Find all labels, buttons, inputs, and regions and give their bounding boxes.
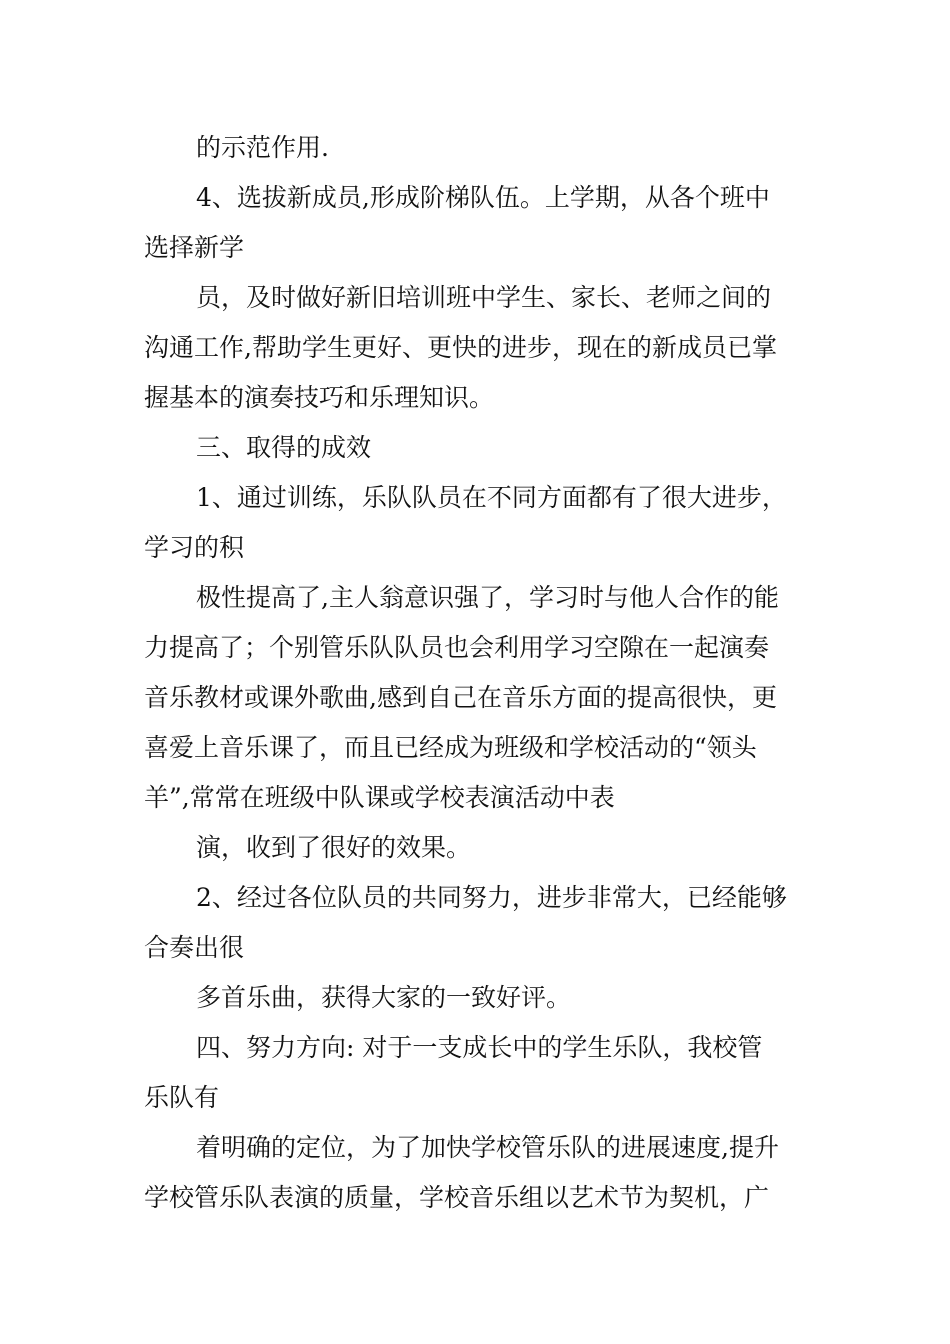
text-line: 演，收到了很好的效果。 (196, 833, 472, 862)
text-line: 员，及时做好新旧培训班中学生、家长、老师之间的 (196, 283, 772, 312)
text-line: 4、选拔新成员,形成阶梯队伍。上学期，从各个班中 (196, 183, 770, 212)
text-line: 握基本的演奏技巧和乐理知识。 (144, 383, 495, 412)
text-line: 着明确的定位，为了加快学校管乐队的进展速度,提升 (196, 1133, 779, 1162)
text-line: 学习的积 (144, 533, 245, 562)
text-line: 喜爱上音乐课了，而且已经成为班级和学校活动的“领头 (144, 733, 757, 762)
text-line: 多首乐曲，获得大家的一致好评。 (196, 983, 572, 1012)
text-line: 2、经过各位队员的共同努力，进步非常大，已经能够 (196, 883, 787, 912)
section-heading: 四、努力方向: 对于一支成长中的学生乐队，我校管 (196, 1033, 763, 1062)
text-line: 力提高了；个别管乐队队员也会利用学习空隙在一起演奏 (144, 633, 770, 662)
text-line: 乐队有 (144, 1083, 220, 1112)
text-line: 的示范作用. (196, 133, 329, 162)
text-line: 学校管乐队表演的质量，学校音乐组以艺术节为契机，广 (144, 1183, 770, 1212)
text-line: 合奏出很 (144, 933, 245, 962)
text-line: 极性提高了,主人翁意识强了，学习时与他人合作的能 (196, 583, 779, 612)
text-line: 沟通工作,帮助学生更好、更快的进步，现在的新成员已掌 (144, 333, 777, 362)
text-line: 音乐教材或课外歌曲,感到自己在音乐方面的提高很快，更 (144, 683, 777, 712)
section-heading: 三、取得的成效 (196, 433, 372, 462)
text-line: 羊”,常常在班级中队课或学校表演活动中表 (144, 783, 615, 812)
text-line: 1、通过训练，乐队队员在不同方面都有了很大进步， (196, 483, 787, 512)
text-line: 选择新学 (144, 233, 245, 262)
